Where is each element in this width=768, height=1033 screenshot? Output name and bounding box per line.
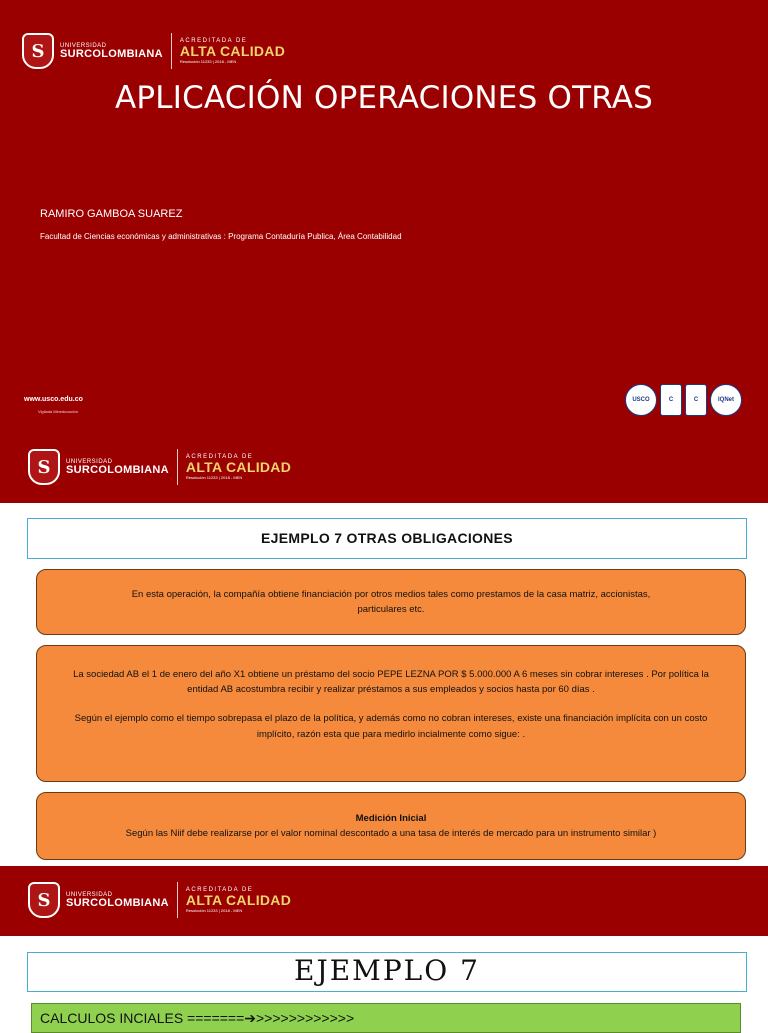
icontec-iso-icon: C bbox=[685, 384, 707, 416]
logo-divider bbox=[171, 33, 172, 69]
slide3-header-bar bbox=[0, 866, 768, 936]
university-logo bbox=[22, 33, 285, 69]
calculations-banner: CALCULOS INCIALES =======➔>>>>>>>>>>>> bbox=[31, 1003, 741, 1033]
logo-uni-small: UNIVERSIDAD bbox=[66, 458, 113, 465]
website-link[interactable]: www.usco.edu.co bbox=[24, 396, 83, 403]
measurement-text: Según las Niif debe realizarse por el valor nominal descontado a una tasa de interés de mercado para un instrumento similar ) bbox=[125, 828, 657, 840]
logo-uni-small: UNIVERSIDAD bbox=[66, 891, 113, 898]
iqnet-icon: IQNet bbox=[710, 384, 742, 416]
slide2-heading: EJEMPLO 7 OTRAS OBLIGACIONES bbox=[27, 518, 747, 559]
university-logo bbox=[28, 449, 291, 485]
measurement-title: Medición Inicial bbox=[355, 813, 427, 824]
website-subtext: Vigilada Mineducación bbox=[38, 409, 78, 414]
example-paragraph: Según el ejemplo como el tiempo sobrepasa el plazo de la política, y además como no cobran intereses, existe una financiación implícita con un costo implícito, razón esta que para medirlo incialmente como sigue: . bbox=[74, 713, 708, 740]
shield-icon: S bbox=[28, 882, 60, 918]
logo-uni-small: UNIVERSIDAD bbox=[60, 42, 107, 49]
slide3-heading: EJEMPLO 7 bbox=[27, 952, 747, 992]
info-box-measurement bbox=[36, 792, 746, 860]
shield-icon: S bbox=[28, 449, 60, 485]
logo-uni-big: SURCOLOMBIANA bbox=[66, 463, 169, 476]
logo-uni-big: SURCOLOMBIANA bbox=[60, 47, 163, 60]
logo-acred-big: ALTA CALIDAD bbox=[179, 43, 286, 59]
logo-acred-big: ALTA CALIDAD bbox=[185, 459, 292, 475]
author-name: RAMIRO GAMBOA SUAREZ bbox=[40, 208, 183, 220]
shield-icon: S bbox=[22, 33, 54, 69]
title-slide bbox=[0, 0, 768, 432]
logo-acred-small: ACREDITADA DE bbox=[179, 38, 248, 44]
logo-acred-small: ACREDITADA DE bbox=[185, 887, 254, 893]
slide2-header-bar bbox=[0, 432, 768, 503]
example-paragraph: La sociedad AB el 1 de enero del año X1 obtiene un préstamo del socio PEPE LEZNA POR $ 5.000.000 A 6 meses sin cobrar intereses . Por política la entidad AB acostumbra recibir y realizar préstamos a sus empleados y socios hasta por 60 días . bbox=[73, 669, 709, 696]
logo-acred-big: ALTA CALIDAD bbox=[185, 892, 292, 908]
logo-acred-tiny: Resolución 11233 | 2018 - MEN bbox=[179, 59, 237, 64]
logo-uni-big: SURCOLOMBIANA bbox=[66, 896, 169, 909]
university-logo bbox=[28, 882, 291, 918]
info-box-intro: En esta operación, la compañía obtiene financiación por otros medios tales como prestamos de la casa matriz, accionistas, particulares etc. bbox=[36, 569, 746, 635]
logo-divider bbox=[177, 449, 178, 485]
logo-divider bbox=[177, 882, 178, 918]
logo-acred-small: ACREDITADA DE bbox=[185, 454, 254, 460]
icontec-icon: C bbox=[660, 384, 682, 416]
faculty-text: Facultad de Ciencias económicas y administrativas : Programa Contaduría Publica, Área Contabilidad bbox=[40, 232, 402, 241]
info-box-example bbox=[36, 645, 746, 782]
logo-acred-tiny: Resolución 11233 | 2018 - MEN bbox=[185, 475, 243, 480]
slide-title: APLICACIÓN OPERACIONES OTRAS bbox=[114, 80, 654, 116]
certification-badges bbox=[625, 384, 742, 416]
usco-seal-icon: USCO bbox=[625, 384, 657, 416]
logo-acred-tiny: Resolución 11233 | 2018 - MEN bbox=[185, 908, 243, 913]
